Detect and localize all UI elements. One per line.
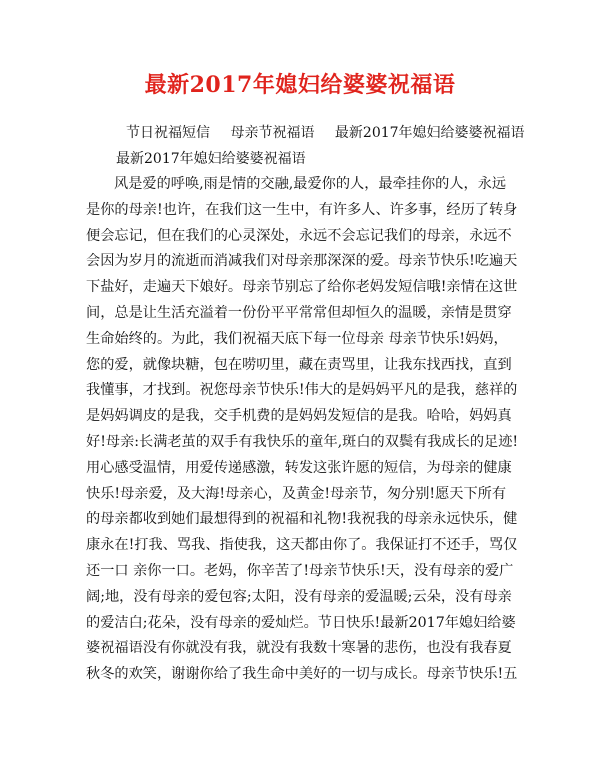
breadcrumb-item-mothers-day[interactable]: 母亲节祝福语 xyxy=(230,125,315,141)
body-line: 是妈妈调皮的是我，交手机费的是妈妈发短信的是我。哈哈，妈妈真 xyxy=(86,408,512,425)
body-line: 还一口 亲你一口。老妈，你辛苦了!母亲节快乐!天，没有母亲的爱广 xyxy=(86,562,514,579)
body-line: 快乐!母亲爱，及大海!母亲心，及黄金!母亲节，匆分别!愿天下所有 xyxy=(86,485,507,502)
body-line: 秋冬的欢笑，谢谢你给了我生命中美好的一切与成长。母亲节快乐!五 xyxy=(86,666,518,683)
body-line: 您的爱，就像块糖，包在唠叨里，藏在责骂里，让我东找西找，直到 xyxy=(86,356,512,373)
body-line: 的母亲都收到她们最想得到的祝福和礼物!我祝我的母亲永远快乐，健 xyxy=(86,511,518,528)
body-line: 是你的母亲!也许，在我们这一生中，有许多人、许多事，经历了转身 xyxy=(86,201,518,218)
body-line: 的爱洁白;花朵，没有母亲的爱灿烂。节日快乐!最新2017年媳妇给婆 xyxy=(86,614,516,631)
body-line: 婆祝福语没有你就没有我，就没有我数十寒暑的悲伤，也没有我春夏 xyxy=(86,640,512,657)
document-subtitle: 最新2017年媳妇给婆婆祝福语 xyxy=(116,151,306,167)
body-line: 便会忘记，但在我们的心灵深处，永远不会忘记我们的母亲，永远不 xyxy=(86,227,512,244)
document-title: 最新2017年媳妇给婆婆祝福语 xyxy=(144,72,456,98)
body-line: 康永在!打我、骂我、指使我，这天都由你了。我保证打不还手，骂仅 xyxy=(86,537,518,554)
body-line: 风是爱的呼唤,雨是情的交融,最爱你的人，最牵挂你的人，永远 xyxy=(114,176,507,192)
breadcrumb-item-holiday-sms[interactable]: 节日祝福短信 xyxy=(126,125,210,141)
body-line: 下盐好，走遍天下娘好。母亲节别忘了给你老妈发短信哦!亲情在这世 xyxy=(86,279,518,296)
body-line: 阔;地，没有母亲的爱包容;太阳，没有母亲的爱温暖;云朵，没有母亲 xyxy=(86,588,512,605)
body-line: 好!母亲:长满老茧的双手有我快乐的童年,斑白的双鬓有我成长的足迹! xyxy=(86,433,519,450)
body-line: 生命始终的。为此，我们祝福天底下每一位母亲 母亲节快乐!妈妈， xyxy=(86,330,508,347)
body-line: 用心感受温情，用爱传递感激，转发这张许愿的短信，为母亲的健康 xyxy=(86,459,512,476)
breadcrumb-item-current[interactable]: 最新2017年媳妇给婆婆祝福语 xyxy=(334,125,525,141)
category-breadcrumb xyxy=(126,120,525,146)
document-body xyxy=(86,172,519,688)
body-line: 我懂事，才找到。祝您母亲节快乐!伟大的是妈妈平凡的是我，慈祥的 xyxy=(86,382,518,399)
body-line: 间，总是让生活充溢着一份份平平常常但却恒久的温暖，亲情是贯穿 xyxy=(86,304,512,321)
body-line: 会因为岁月的流逝而消减我们对母亲那深深的爱。母亲节快乐!吃遍天 xyxy=(86,253,518,270)
